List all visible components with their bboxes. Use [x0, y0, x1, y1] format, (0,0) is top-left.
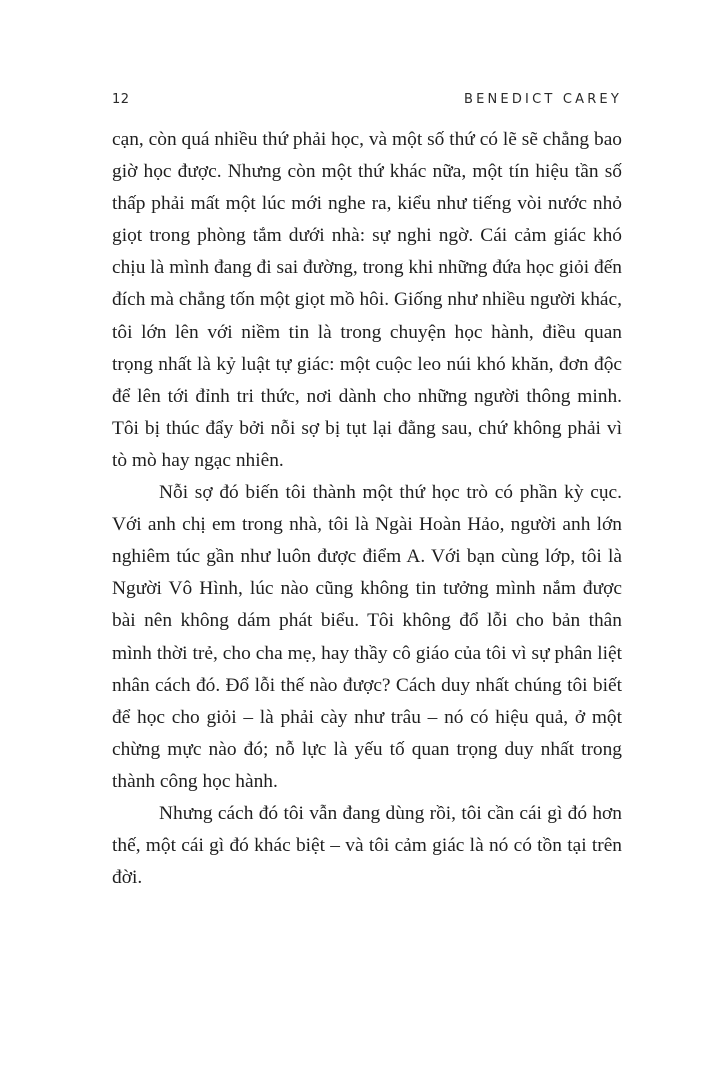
body-text	[112, 124, 622, 894]
paragraph-1: cạn, còn quá nhiều thứ phải học, và một số thứ có lẽ sẽ chẳng bao giờ học được. Nhưng còn một thứ khác nữa, một tín hiệu tần số thấp phải mất một lúc mới nghe ra, kiểu như tiếng vòi nước nhỏ giọt trong phòng tắm dưới nhà: sự nghi ngờ. Cái cảm giác khó chịu là mình đang đi sai đường, trong khi những đứa học giỏi đến đích mà chẳng tốn một giọt mồ hôi. Giống như nhiều người khác, tôi lớn lên với niềm tin là trong chuyện học hành, điều quan trọng nhất là kỷ luật tự giác: một cuộc leo núi khó khăn, đơn độc để lên tới đỉnh tri thức, nơi dành cho những người thông minh. Tôi bị thúc đẩy bởi nỗi sợ bị tụt lại đằng sau, chứ không phải vì tò mò hay ngạc nhiên.	[112, 129, 622, 471]
paragraph-3: Nhưng cách đó tôi vẫn đang dùng rồi, tôi cần cái gì đó hơn thế, một cái gì đó khác biệt – và tôi cảm giác là nó có tồn tại trên đời.	[112, 802, 622, 889]
running-header	[112, 92, 622, 114]
paragraph-2: Nỗi sợ đó biến tôi thành một thứ học trò có phần kỳ cục. Với anh chị em trong nhà, tôi là Ngài Hoàn Hảo, người anh lớn nghiêm túc gần như luôn được điểm A. Với bạn cùng lớp, tôi là Người Vô Hình, lúc nào cũng không tin tưởng mình nắm được bài nên không dám phát biểu. Tôi không đổ lỗi cho bản thân mình thời trẻ, cho cha mẹ, hay thầy cô giáo của tôi vì sự phân liệt nhân cách đó. Đổ lỗi thế nào được? Cách duy nhất chúng tôi biết để học cho giỏi – là phải cày như trâu – nó có hiệu quả, ở một chừng mực nào đó; nỗ lực là yếu tố quan trọng duy nhất trong thành công học hành.	[112, 482, 622, 792]
page-number: 12	[112, 92, 130, 107]
running-head-author: BENEDICT CAREY	[463, 92, 622, 107]
